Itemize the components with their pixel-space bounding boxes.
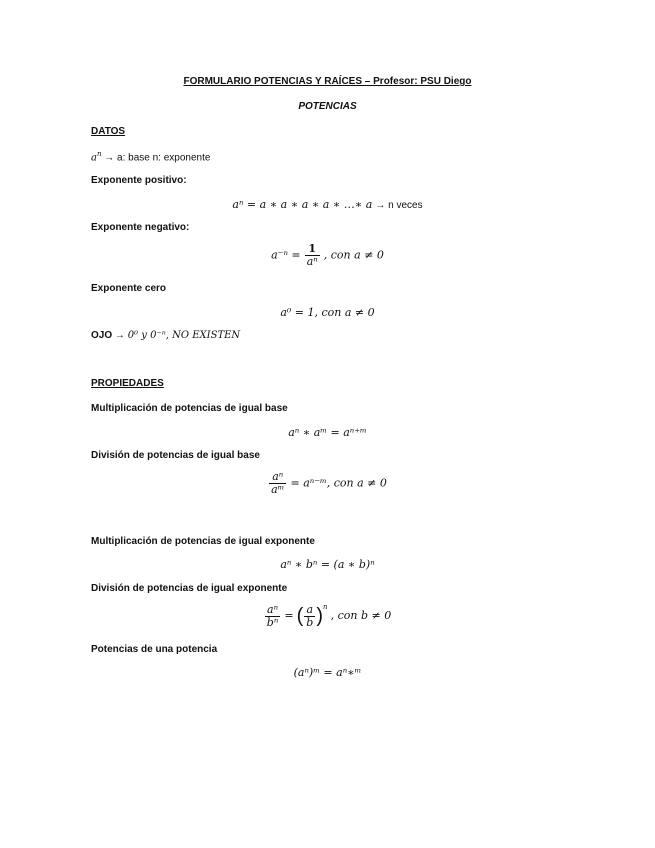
fraction-div-base-den: aᵐ [271, 483, 285, 496]
div-exp-power: n [323, 603, 328, 611]
formula-potencias-de-potencia [0, 666, 655, 679]
fraction-div-exp-den: bⁿ [266, 615, 279, 629]
heading-datos: DATOS [91, 126, 126, 137]
open-paren: ( [296, 605, 304, 628]
label-mult-igual-exponente: Multiplicación de potencias de igual exponente [91, 536, 315, 547]
fraction-div-exp-lhs [265, 604, 281, 629]
datos-description: → a: base n: exponente [104, 152, 211, 164]
label-div-igual-exponente: División de potencias de igual exponente [91, 583, 288, 594]
label-exponente-negativo: Exponente negativo: [91, 222, 190, 233]
formula-positivo-suffix: → n veces [375, 200, 423, 211]
label-div-igual-base: División de potencias de igual base [91, 450, 260, 461]
datos-exp: n [96, 150, 102, 158]
ojo-text: 0⁰ y 0⁻ⁿ, NO EXISTEN [127, 330, 241, 341]
label-potencias-de-potencia: Potencias de una potencia [91, 644, 218, 655]
formula-mult-exp-expr: aⁿ ∗ bⁿ = (a ∗ b)ⁿ [280, 558, 375, 571]
fraction-div-exp-num: aⁿ [265, 604, 281, 617]
formula-positivo-expr: aⁿ = a ∗ a ∗ a ∗ a ∗ …∗ a [232, 198, 373, 211]
fraction-div-base [269, 471, 286, 496]
formula-mult-igual-base [0, 426, 655, 439]
label-mult-igual-base: Multiplicación de potencias de igual base [91, 403, 288, 414]
document-title: FORMULARIO POTENCIAS Y RAÍCES – Profesor: PSU Diego [183, 76, 472, 87]
label-exponente-positivo: Exponente positivo: [91, 175, 187, 186]
fraction-negativo-den: aⁿ [306, 255, 318, 268]
formula-div-exp-cond: , con b ≠ 0 [330, 609, 392, 622]
heading-propiedades: PROPIEDADES [91, 378, 164, 389]
fraction-inner-den: b [306, 615, 314, 629]
formula-exponente-cero [0, 306, 655, 319]
formula-exponente-positivo [0, 198, 655, 211]
fraction-div-base-num: aⁿ [269, 471, 286, 484]
fraction-negativo-num: 1 [305, 243, 320, 256]
formula-negativo-lhs: a⁻ⁿ = [271, 248, 301, 262]
ojo-line [91, 330, 240, 341]
formula-div-base-rhs: = aⁿ⁻ᵐ, con a ≠ 0 [290, 476, 387, 490]
fraction-inner-num: a [304, 604, 315, 617]
formula-cero-expr: a⁰ = 1, con a ≠ 0 [280, 306, 375, 319]
fraction-div-exp-inner [304, 604, 315, 629]
label-exponente-cero: Exponente cero [91, 283, 167, 294]
formula-exponente-negativo [0, 243, 655, 268]
formula-div-igual-base [0, 471, 655, 496]
ojo-label: OJO → [91, 330, 125, 341]
datos-line [91, 150, 210, 163]
formula-mult-igual-exponente [0, 558, 655, 571]
formula-div-igual-exponente: $\frac{\text{aⁿ}}{\text{bⁿ}}$ = ( $\frac{a}{b}$ )$^n$ , con b ≠ 0 [266, 602, 392, 629]
formula-pot-pot-expr: (aⁿ)ᵐ = aⁿ∗ᵐ [293, 666, 362, 679]
close-paren: ) [316, 605, 324, 628]
fraction-negativo [305, 243, 320, 268]
section-title-potencias: POTENCIAS [298, 101, 357, 112]
formula-negativo-cond: , con a ≠ 0 [323, 248, 384, 262]
datos-base: a [91, 152, 97, 164]
formula-mult-base-expr: aⁿ ∗ aᵐ = aⁿ⁺ᵐ [288, 426, 367, 439]
